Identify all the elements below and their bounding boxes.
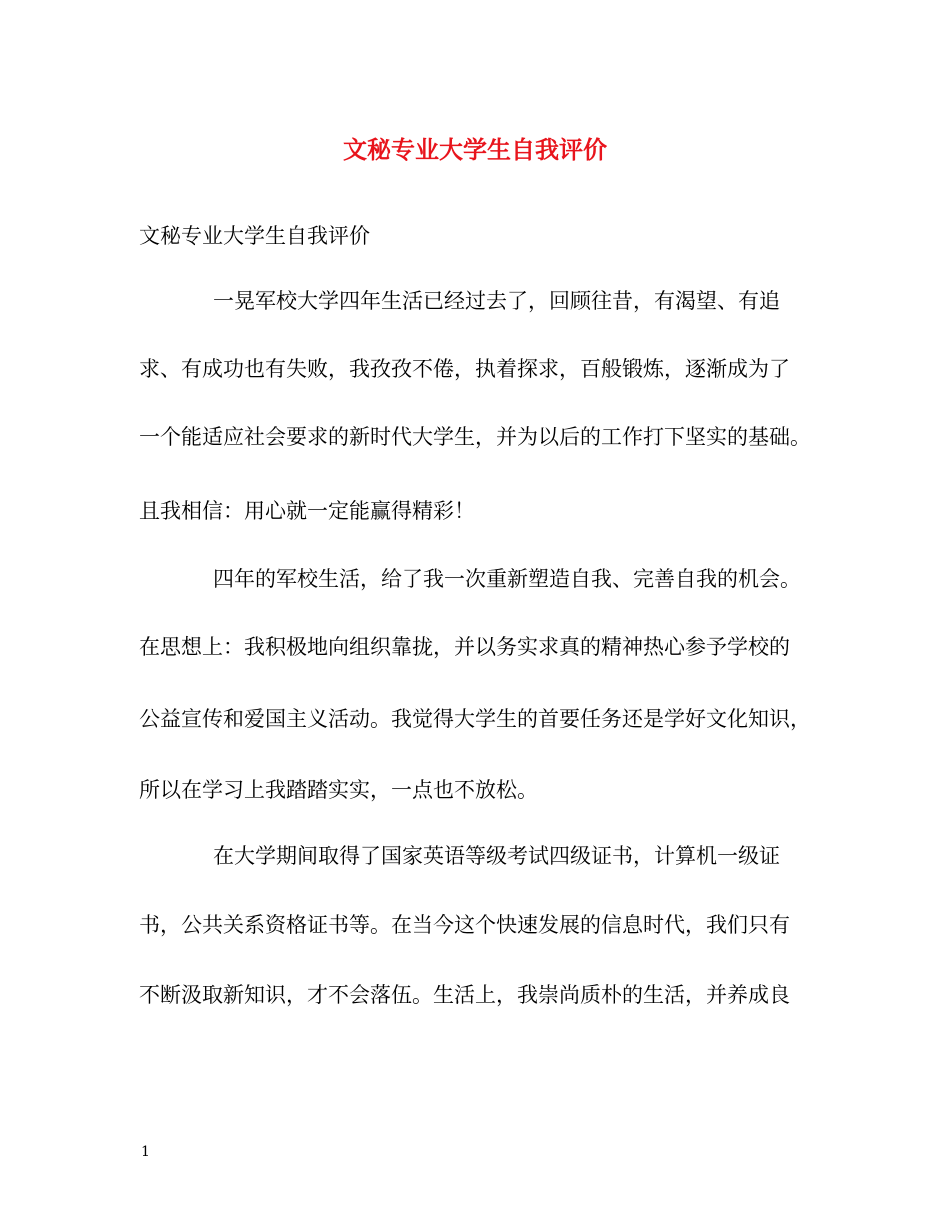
document-title: 文秘专业大学生自我评价 [343,135,607,164]
paragraph-line: 所以在学习上我踏踏实实，一点也不放松。 [139,778,538,802]
paragraph-line: 一个能适应社会要求的新时代大学生，并为以后的工作打下坚实的基础。 [139,425,811,449]
paragraph-line: 不断汲取新知识，才不会落伍。生活上，我崇尚质朴的生活，并养成良 [139,983,790,1007]
paragraph-line: 且我相信：用心就一定能赢得精彩！ [139,499,475,523]
document-subtitle: 文秘专业大学生自我评价 [139,224,370,248]
paragraph-line: 一晃军校大学四年生活已经过去了，回顾往昔，有渴望、有追 [213,289,780,313]
page-number: 1 [141,1144,150,1160]
paragraph-line: 公益宣传和爱国主义活动。我觉得大学生的首要任务还是学好文化知识， [139,707,811,731]
paragraph-line: 求、有成功也有失败，我孜孜不倦，执着探求，百般锻炼，逐渐成为了 [139,357,790,381]
paragraph-line: 四年的军校生活，给了我一次重新塑造自我、完善自我的机会。 [213,567,801,591]
paragraph-line: 在思想上：我积极地向组织靠拢，并以务实求真的精神热心参予学校的 [139,635,790,659]
paragraph-line: 在大学期间取得了国家英语等级考试四级证书，计算机一级证 [213,844,780,868]
paragraph-line: 书，公共关系资格证书等。在当今这个快速发展的信息时代，我们只有 [139,913,790,937]
